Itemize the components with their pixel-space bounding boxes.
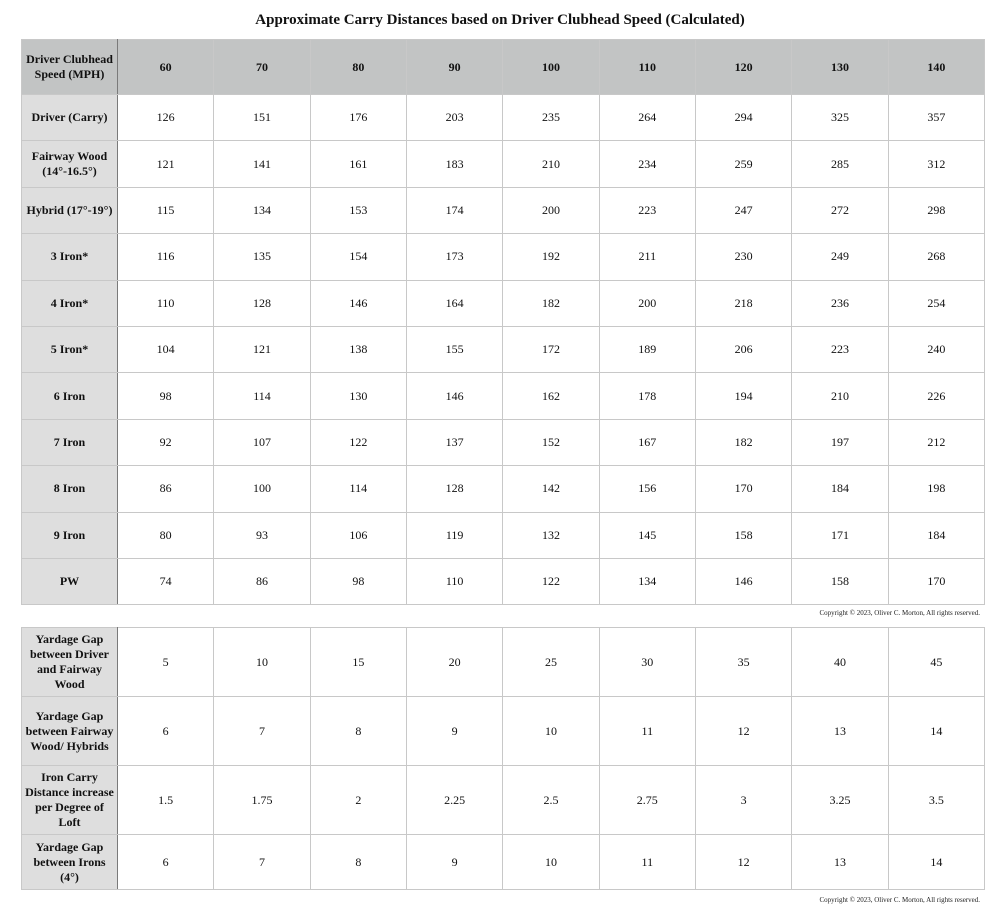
carry-value-cell: 110 <box>118 280 214 326</box>
carry-value-cell: 178 <box>599 373 695 419</box>
carry-value-cell: 254 <box>888 280 984 326</box>
carry-value-cell: 146 <box>406 373 502 419</box>
gap-label: Yardage Gap between Irons (4°) <box>22 835 118 890</box>
gap-value-cell: 2.75 <box>599 766 695 835</box>
carry-value-cell: 152 <box>503 419 599 465</box>
table-row <box>22 628 985 697</box>
gap-value-cell: 15 <box>310 628 406 697</box>
gap-value-cell: 45 <box>888 628 984 697</box>
yardage-gap-table <box>21 627 985 890</box>
carry-value-cell: 106 <box>310 512 406 558</box>
carry-value-cell: 86 <box>118 466 214 512</box>
carry-value-cell: 132 <box>503 512 599 558</box>
table-row <box>22 766 985 835</box>
gap-label: Yardage Gap between Driver and Fairway Wood <box>22 628 118 697</box>
carry-value-cell: 135 <box>214 234 310 280</box>
table-row <box>22 95 985 141</box>
carry-value-cell: 146 <box>695 558 791 604</box>
carry-value-cell: 121 <box>214 326 310 372</box>
carry-value-cell: 192 <box>503 234 599 280</box>
carry-value-cell: 93 <box>214 512 310 558</box>
carry-value-cell: 134 <box>599 558 695 604</box>
table-row <box>22 419 985 465</box>
gap-value-cell: 40 <box>792 628 888 697</box>
carry-value-cell: 184 <box>888 512 984 558</box>
speed-header-label: Driver Clubhead Speed (MPH) <box>22 40 118 95</box>
carry-value-cell: 141 <box>214 141 310 187</box>
carry-value-cell: 173 <box>406 234 502 280</box>
table-row <box>22 326 985 372</box>
carry-value-cell: 156 <box>599 466 695 512</box>
carry-value-cell: 164 <box>406 280 502 326</box>
table-row <box>22 512 985 558</box>
carry-value-cell: 236 <box>792 280 888 326</box>
carry-value-cell: 212 <box>888 419 984 465</box>
carry-value-cell: 167 <box>599 419 695 465</box>
club-label: Hybrid (17°-19°) <box>22 187 118 233</box>
carry-value-cell: 285 <box>792 141 888 187</box>
carry-value-cell: 206 <box>695 326 791 372</box>
carry-value-cell: 182 <box>695 419 791 465</box>
carry-value-cell: 116 <box>118 234 214 280</box>
carry-value-cell: 92 <box>118 419 214 465</box>
carry-value-cell: 247 <box>695 187 791 233</box>
speed-header-cell: 140 <box>888 40 984 95</box>
gap-value-cell: 6 <box>118 835 214 890</box>
carry-value-cell: 210 <box>503 141 599 187</box>
club-label: 5 Iron* <box>22 326 118 372</box>
club-label: 7 Iron <box>22 419 118 465</box>
club-label: Driver (Carry) <box>22 95 118 141</box>
gap-value-cell: 11 <box>599 697 695 766</box>
carry-value-cell: 183 <box>406 141 502 187</box>
gap-value-cell: 8 <box>310 835 406 890</box>
carry-value-cell: 357 <box>888 95 984 141</box>
gap-value-cell: 12 <box>695 697 791 766</box>
carry-value-cell: 197 <box>792 419 888 465</box>
speed-header-cell: 100 <box>503 40 599 95</box>
carry-value-cell: 158 <box>695 512 791 558</box>
gap-value-cell: 25 <box>503 628 599 697</box>
gap-value-cell: 35 <box>695 628 791 697</box>
carry-value-cell: 128 <box>406 466 502 512</box>
speed-header-cell: 70 <box>214 40 310 95</box>
gap-value-cell: 2 <box>310 766 406 835</box>
carry-value-cell: 114 <box>310 466 406 512</box>
gap-value-cell: 1.75 <box>214 766 310 835</box>
carry-value-cell: 172 <box>503 326 599 372</box>
table-row <box>22 280 985 326</box>
carry-value-cell: 134 <box>214 187 310 233</box>
gap-value-cell: 9 <box>406 835 502 890</box>
speed-header-cell: 110 <box>599 40 695 95</box>
carry-value-cell: 298 <box>888 187 984 233</box>
copyright-notice: Copyright © 2023, Oliver C. Morton, All rights reserved. <box>819 609 980 617</box>
carry-value-cell: 268 <box>888 234 984 280</box>
table-row <box>22 234 985 280</box>
carry-value-cell: 325 <box>792 95 888 141</box>
carry-value-cell: 249 <box>792 234 888 280</box>
carry-distance-table <box>21 39 985 605</box>
gap-value-cell: 13 <box>792 835 888 890</box>
carry-value-cell: 189 <box>599 326 695 372</box>
club-label: PW <box>22 558 118 604</box>
speed-header-cell: 130 <box>792 40 888 95</box>
carry-value-cell: 110 <box>406 558 502 604</box>
carry-value-cell: 218 <box>695 280 791 326</box>
carry-value-cell: 145 <box>599 512 695 558</box>
carry-value-cell: 155 <box>406 326 502 372</box>
carry-value-cell: 154 <box>310 234 406 280</box>
gap-value-cell: 14 <box>888 835 984 890</box>
table-header-row <box>22 40 985 95</box>
gap-value-cell: 3 <box>695 766 791 835</box>
table-row <box>22 187 985 233</box>
table-row <box>22 141 985 187</box>
table-row <box>22 373 985 419</box>
carry-value-cell: 98 <box>118 373 214 419</box>
carry-value-cell: 234 <box>599 141 695 187</box>
carry-value-cell: 130 <box>310 373 406 419</box>
gap-value-cell: 10 <box>503 835 599 890</box>
speed-header-cell: 60 <box>118 40 214 95</box>
carry-value-cell: 200 <box>599 280 695 326</box>
carry-value-cell: 161 <box>310 141 406 187</box>
carry-value-cell: 194 <box>695 373 791 419</box>
carry-value-cell: 171 <box>792 512 888 558</box>
carry-value-cell: 119 <box>406 512 502 558</box>
carry-value-cell: 210 <box>792 373 888 419</box>
gap-value-cell: 14 <box>888 697 984 766</box>
carry-value-cell: 137 <box>406 419 502 465</box>
carry-value-cell: 86 <box>214 558 310 604</box>
copyright-notice: Copyright © 2023, Oliver C. Morton, All rights reserved. <box>819 896 980 904</box>
gap-value-cell: 9 <box>406 697 502 766</box>
carry-value-cell: 100 <box>214 466 310 512</box>
gap-value-cell: 8 <box>310 697 406 766</box>
gap-value-cell: 7 <box>214 697 310 766</box>
carry-value-cell: 153 <box>310 187 406 233</box>
carry-value-cell: 223 <box>792 326 888 372</box>
carry-value-cell: 170 <box>695 466 791 512</box>
club-label: 3 Iron* <box>22 234 118 280</box>
carry-value-cell: 272 <box>792 187 888 233</box>
club-label: 6 Iron <box>22 373 118 419</box>
carry-value-cell: 230 <box>695 234 791 280</box>
gap-value-cell: 5 <box>118 628 214 697</box>
carry-value-cell: 259 <box>695 141 791 187</box>
carry-value-cell: 158 <box>792 558 888 604</box>
gap-value-cell: 10 <box>214 628 310 697</box>
carry-value-cell: 114 <box>214 373 310 419</box>
speed-header-cell: 120 <box>695 40 791 95</box>
gap-value-cell: 3.5 <box>888 766 984 835</box>
gap-value-cell: 7 <box>214 835 310 890</box>
carry-value-cell: 74 <box>118 558 214 604</box>
carry-value-cell: 138 <box>310 326 406 372</box>
carry-value-cell: 170 <box>888 558 984 604</box>
table-row <box>22 835 985 890</box>
carry-value-cell: 151 <box>214 95 310 141</box>
carry-value-cell: 176 <box>310 95 406 141</box>
gap-value-cell: 11 <box>599 835 695 890</box>
gap-value-cell: 2.5 <box>503 766 599 835</box>
gap-value-cell: 6 <box>118 697 214 766</box>
carry-value-cell: 184 <box>792 466 888 512</box>
gap-label: Yardage Gap between Fairway Wood/ Hybrids <box>22 697 118 766</box>
carry-value-cell: 146 <box>310 280 406 326</box>
gap-value-cell: 3.25 <box>792 766 888 835</box>
table-row <box>22 697 985 766</box>
club-label: 4 Iron* <box>22 280 118 326</box>
speed-header-cell: 90 <box>406 40 502 95</box>
club-label: Fairway Wood (14°-16.5°) <box>22 141 118 187</box>
carry-value-cell: 122 <box>310 419 406 465</box>
club-label: 9 Iron <box>22 512 118 558</box>
table-row <box>22 466 985 512</box>
gap-value-cell: 2.25 <box>406 766 502 835</box>
carry-value-cell: 226 <box>888 373 984 419</box>
page-title: Approximate Carry Distances based on Driver Clubhead Speed (Calculated) <box>255 12 745 28</box>
gap-value-cell: 12 <box>695 835 791 890</box>
gap-value-cell: 30 <box>599 628 695 697</box>
carry-value-cell: 115 <box>118 187 214 233</box>
gap-value-cell: 20 <box>406 628 502 697</box>
carry-value-cell: 223 <box>599 187 695 233</box>
gap-value-cell: 13 <box>792 697 888 766</box>
carry-value-cell: 107 <box>214 419 310 465</box>
carry-value-cell: 126 <box>118 95 214 141</box>
carry-value-cell: 211 <box>599 234 695 280</box>
carry-value-cell: 98 <box>310 558 406 604</box>
carry-value-cell: 264 <box>599 95 695 141</box>
speed-header-cell: 80 <box>310 40 406 95</box>
carry-value-cell: 198 <box>888 466 984 512</box>
carry-value-cell: 203 <box>406 95 502 141</box>
carry-value-cell: 182 <box>503 280 599 326</box>
gap-value-cell: 10 <box>503 697 599 766</box>
carry-value-cell: 174 <box>406 187 502 233</box>
carry-value-cell: 162 <box>503 373 599 419</box>
gap-label: Iron Carry Distance increase per Degree of Loft <box>22 766 118 835</box>
carry-value-cell: 200 <box>503 187 599 233</box>
carry-value-cell: 128 <box>214 280 310 326</box>
carry-value-cell: 121 <box>118 141 214 187</box>
club-label: 8 Iron <box>22 466 118 512</box>
carry-value-cell: 80 <box>118 512 214 558</box>
carry-value-cell: 240 <box>888 326 984 372</box>
table-row <box>22 558 985 604</box>
gap-value-cell: 1.5 <box>118 766 214 835</box>
carry-value-cell: 312 <box>888 141 984 187</box>
carry-value-cell: 104 <box>118 326 214 372</box>
carry-value-cell: 122 <box>503 558 599 604</box>
carry-value-cell: 235 <box>503 95 599 141</box>
carry-value-cell: 142 <box>503 466 599 512</box>
carry-value-cell: 294 <box>695 95 791 141</box>
